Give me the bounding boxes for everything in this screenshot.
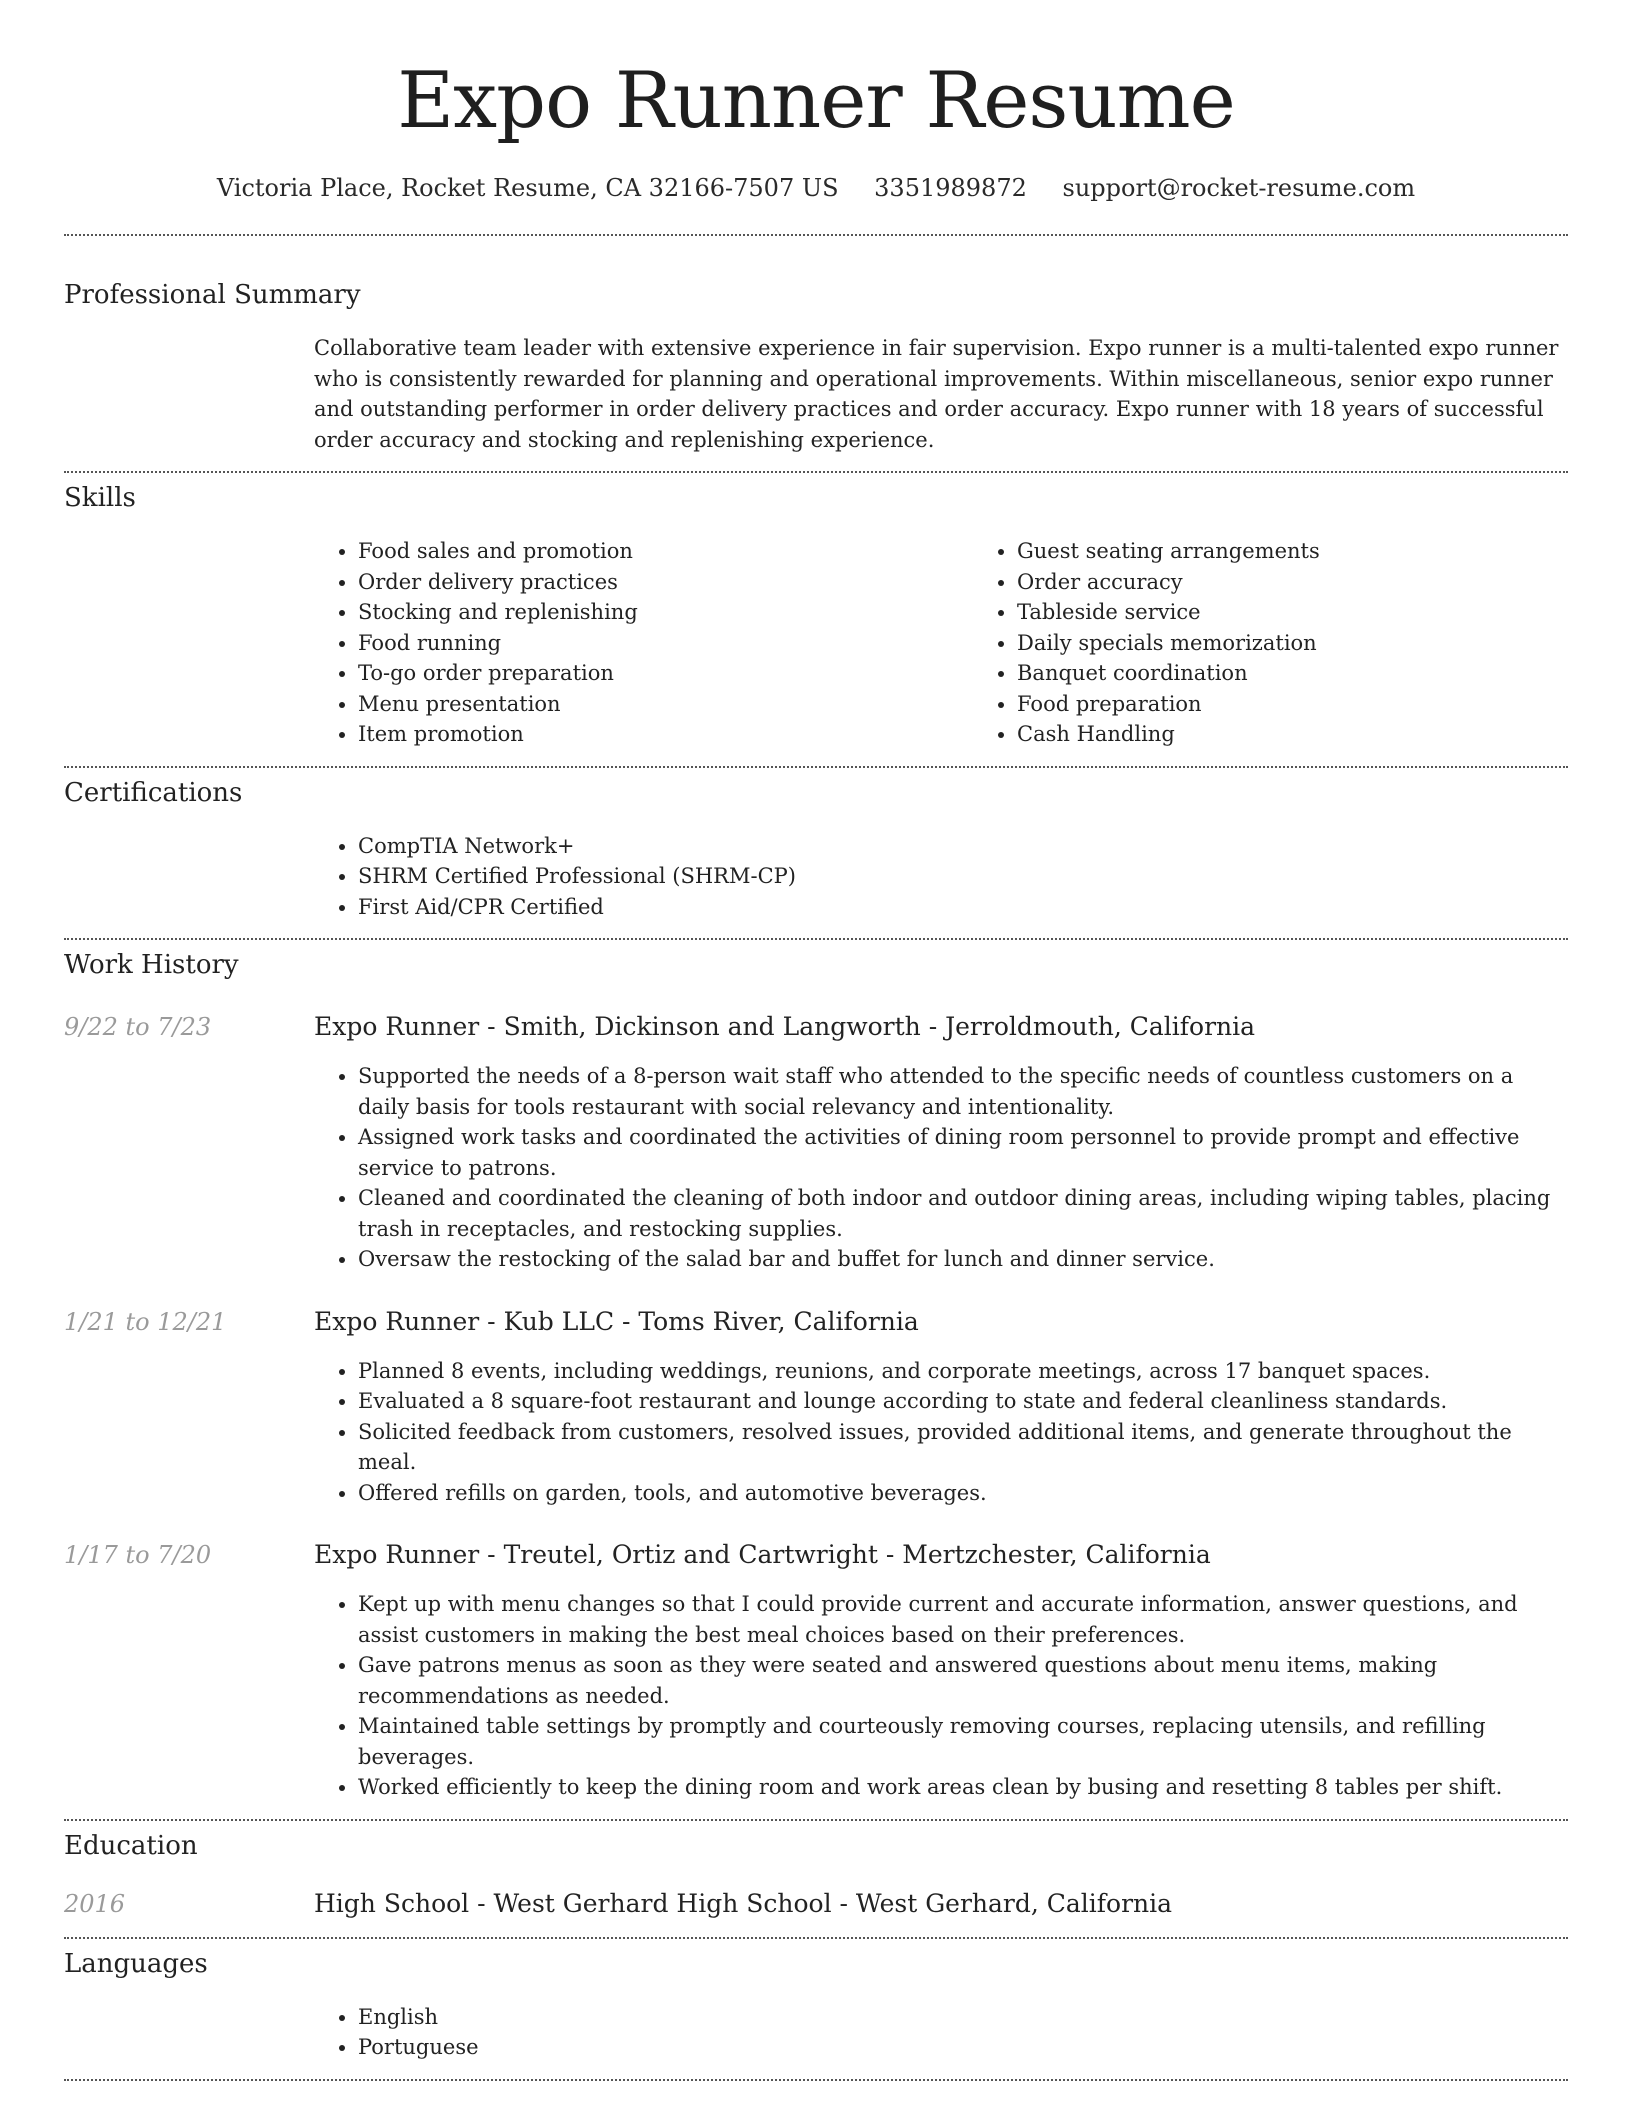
list-item: • CompTIA Network+ [358, 831, 1568, 862]
languages-heading: Languages [64, 1948, 208, 1979]
job-date: 1/21 to 12/21 [64, 1307, 227, 1336]
work-history-heading: Work History [64, 950, 239, 980]
job-bullets [314, 1356, 1568, 1509]
list-item: • English [358, 2002, 1568, 2033]
job-entry [64, 1010, 1568, 1275]
skills-list-right [973, 536, 1543, 750]
job-details [314, 1538, 1568, 1803]
job-details [314, 1305, 1568, 1509]
list-item: • Evaluated a 8 square-foot restaurant and lounge according to state and federal cleanliness standards. [358, 1386, 1568, 1417]
skills-grid [314, 536, 1568, 750]
list-item: • Stocking and replenishing [358, 597, 928, 628]
job-title: Expo Runner - Smith, Dickinson and Langworth - Jerroldmouth, California [314, 1012, 1256, 1041]
summary-section [64, 236, 1568, 471]
summary-text: Collaborative team leader with extensive experience in fair supervision. Expo runner is a multi-talented expo runner who is consistently rewarded for planning and operational improvements. Within miscellaneous, senior expo runner and outstanding performer in order delivery practices and order accuracy. Expo runner with 18 years of successful order accuracy and stocking and replenishing experience. [314, 336, 1559, 452]
list-item: • Portuguese [358, 2032, 1568, 2063]
list-item: • Banquet coordination [1017, 658, 1543, 689]
list-item: • Food sales and promotion [358, 536, 928, 567]
job-entry [64, 1305, 1568, 1509]
job-bullets [314, 1061, 1568, 1275]
resume-page [64, 0, 1568, 2081]
section-divider [64, 2079, 1568, 2081]
languages-body [314, 2002, 1568, 2063]
education-entry [64, 1887, 1568, 1921]
list-item: • Offered refills on garden, tools, and automotive beverages. [358, 1478, 1568, 1509]
list-item: • Planned 8 events, including weddings, reunions, and corporate meetings, across 17 banquet spaces. [358, 1356, 1568, 1387]
list-item: • Gave patrons menus as soon as they were seated and answered questions about menu items, making recommendations as needed. [358, 1650, 1568, 1711]
list-item: • Tableside service [1017, 597, 1543, 628]
contact-email: support@rocket-resume.com [1062, 174, 1416, 202]
list-item: • Menu presentation [358, 689, 928, 720]
list-item: • Daily specials memorization [1017, 628, 1543, 659]
skills-heading: Skills [64, 483, 136, 513]
list-item: • Item promotion [358, 719, 928, 750]
list-item: • Worked efficiently to keep the dining room and work areas clean by busing and resetting 8 tables per shift. [358, 1772, 1568, 1803]
contact-address: Victoria Place, Rocket Resume, CA 32166-7507 US [216, 174, 839, 202]
list-item: • Order delivery practices [358, 567, 928, 598]
list-item: • Food running [358, 628, 928, 659]
certifications-section [64, 768, 1568, 939]
list-item: • Order accuracy [1017, 567, 1543, 598]
list-item: • Assigned work tasks and coordinated the activities of dining room personnel to provide prompt and effective service to patrons. [358, 1122, 1568, 1183]
list-item: • Cash Handling [1017, 719, 1543, 750]
list-item: • Food preparation [1017, 689, 1543, 720]
certifications-body [314, 831, 1568, 923]
certifications-list [314, 831, 1568, 923]
contact-phone: 3351989872 [874, 174, 1027, 202]
list-item: • Guest seating arrangements [1017, 536, 1543, 567]
job-date: 1/17 to 7/20 [64, 1541, 212, 1569]
education-date: 2016 [64, 1889, 126, 1918]
list-item: • Supported the needs of a 8-person wait staff who attended to the specific needs of countless customers on a daily basis for tools restaurant with social relevancy and intentionality. [358, 1061, 1568, 1122]
certifications-heading: Certifications [64, 777, 243, 808]
education-heading: Education [64, 1830, 198, 1861]
contact-line [64, 172, 1568, 204]
work-history-section [64, 940, 1568, 1819]
list-item: • Maintained table settings by promptly and courteously removing courses, replacing utensils, and refilling beverages. [358, 1711, 1568, 1772]
skills-section [64, 473, 1568, 766]
list-item: • Kept up with menu changes so that I could provide current and accurate information, answer questions, and assist customers in making the best meal choices based on their preferences. [358, 1589, 1568, 1650]
job-title: Expo Runner - Treutel, Ortiz and Cartwright - Mertzchester, California [314, 1540, 1211, 1569]
job-date: 9/22 to 7/23 [64, 1013, 212, 1041]
education-title: High School - West Gerhard High School - West Gerhard, California [314, 1888, 1173, 1918]
list-item: • To-go order preparation [358, 658, 928, 689]
skills-list-left [314, 536, 928, 750]
list-item: • Solicited feedback from customers, resolved issues, provided additional items, and generate throughout the meal. [358, 1417, 1568, 1478]
job-details [314, 1010, 1568, 1275]
list-item: • Cleaned and coordinated the cleaning of both indoor and outdoor dining areas, including wiping tables, placing trash in receptacles, and restocking supplies. [358, 1183, 1568, 1244]
summary-heading: Professional Summary [64, 280, 361, 310]
list-item: • First Aid/CPR Certified [358, 892, 1568, 923]
page-title: Expo Runner Resume [397, 56, 1235, 146]
languages-list [314, 2002, 1568, 2063]
job-bullets [314, 1589, 1568, 1803]
languages-section [64, 1939, 1568, 2079]
job-entry [64, 1538, 1568, 1803]
list-item: • Oversaw the restocking of the salad bar and buffet for lunch and dinner service. [358, 1244, 1568, 1275]
list-item: • SHRM Certified Professional (SHRM-CP) [358, 861, 1568, 892]
job-title: Expo Runner - Kub LLC - Toms River, California [314, 1306, 919, 1336]
education-section [64, 1821, 1568, 1937]
